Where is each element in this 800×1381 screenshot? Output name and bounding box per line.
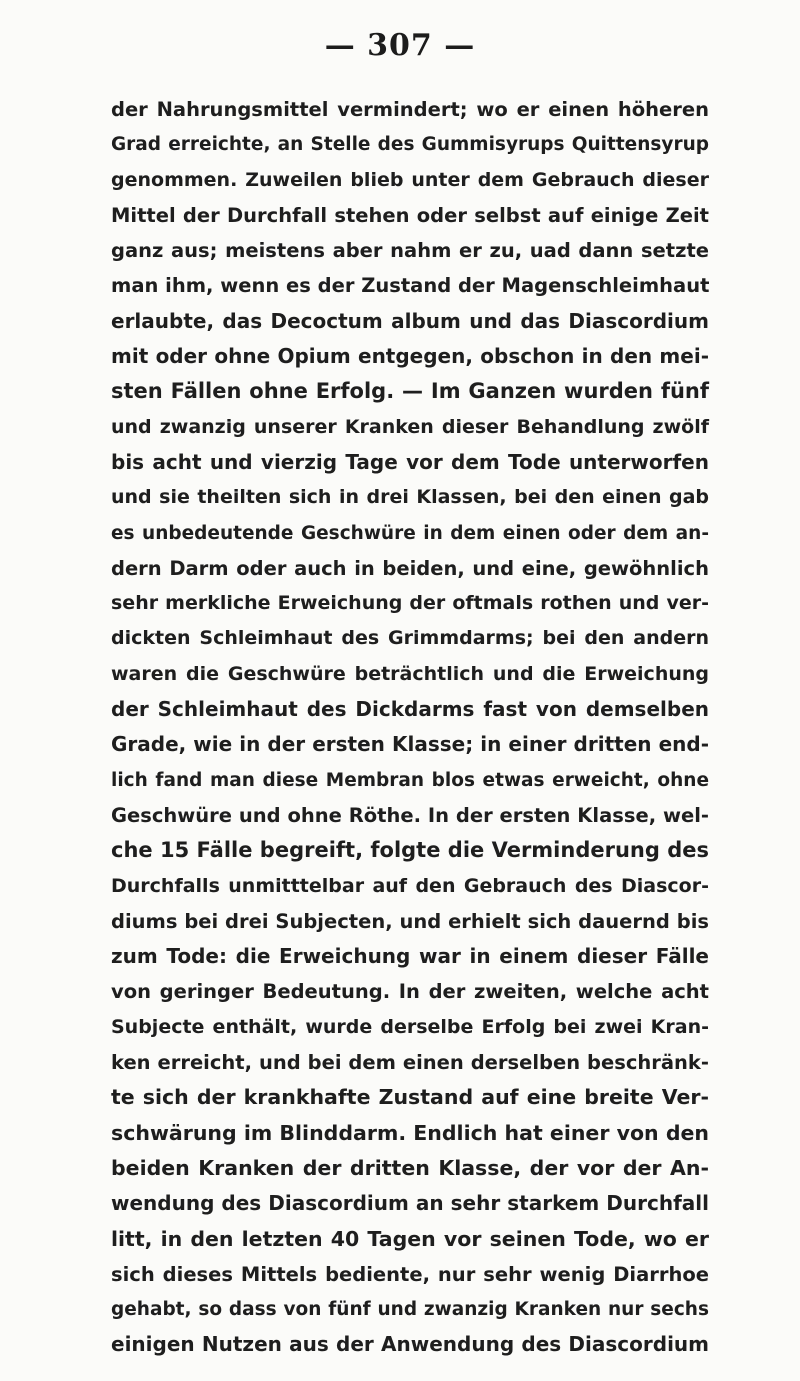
text-line: ken erreicht, und bei dem einen derselben beschränk- — [111, 1051, 709, 1075]
text-line: zum Tode: die Erweichung war in einem dieser Fälle — [111, 944, 709, 969]
text-line: der Nahrungsmittel vermindert; wo er einen höheren — [111, 98, 709, 121]
text-line: te sich der krankhafte Zustand auf eine breite Ver- — [111, 1085, 709, 1110]
text-line: erlaubte, das Decoctum album und das Diascordium — [111, 308, 709, 333]
text-line: sich dieses Mittels bediente, nur sehr wenig Diarrhoe — [111, 1262, 709, 1286]
text-line: sten Fällen ohne Erfolg. — Im Ganzen wurden fünf — [111, 379, 709, 404]
text-line: Grade, wie in der ersten Klasse; in einer dritten end- — [111, 732, 709, 757]
text-line: waren die Geschwüre beträchtlich und die Erweichung — [111, 662, 709, 685]
text-line: man ihm, wenn es der Zustand der Magenschleimhaut — [111, 274, 710, 298]
text-line: Subjecte enthält, wurde derselbe Erfolg bei zwei Kran- — [111, 1015, 709, 1038]
text-line: Grad erreichte, an Stelle des Gummisyrups Quittensyrup — [111, 134, 709, 156]
text-line: sehr merkliche Erweichung der oftmals rothen und ver- — [111, 592, 709, 615]
text-line: bis acht und vierzig Tage vor dem Tode unterworfen — [111, 449, 709, 474]
text-line: che 15 Fälle begreift, folgte die Verminderung des — [111, 838, 709, 863]
text-line: schwärung im Blinddarm. Endlich hat einer von den — [111, 1120, 709, 1145]
text-line: beiden Kranken der dritten Klasse, der vor der An- — [111, 1155, 709, 1180]
text-line: der Schleimhaut des Dickdarms fast von demselben — [111, 697, 709, 722]
text-line: es unbedeutende Geschwüre in dem einen oder dem an- — [111, 522, 709, 544]
text-line: und zwanzig unserer Kranken dieser Behandlung zwölf — [111, 415, 709, 438]
text-line: dickten Schleimhaut des Grimmdarms; bei den andern — [111, 627, 709, 650]
text-line: einigen Nutzen aus der Anwendung des Diascordium — [111, 1332, 709, 1357]
text-line: Geschwüre und ohne Röthe. In der ersten Klasse, wel- — [111, 803, 709, 827]
text-line: und sie theilten sich in drei Klassen, bei den einen gab — [111, 486, 709, 509]
page-number: — 307 — — [324, 28, 476, 63]
body-text — [111, 92, 709, 1363]
text-line: wendung des Diascordium an sehr starkem Durchfall — [111, 1191, 709, 1216]
text-line: litt, in den letzten 40 Tagen vor seinen Tode, wo er — [111, 1226, 709, 1251]
text-line: gehabt, so dass von fünf und zwanzig Kranken nur sechs — [111, 1299, 709, 1321]
text-line: mit oder ohne Opium entgegen, obschon in den mei- — [111, 344, 709, 369]
text-line: Durchfalls unmitttelbar auf den Gebrauch des Diascor- — [111, 874, 709, 897]
text-line: Mittel der Durchfall stehen oder selbst auf einige Zeit — [111, 203, 709, 227]
text-line: dern Darm oder auch in beiden, und eine, gewöhnlich — [111, 556, 709, 580]
text-line: lich fand man diese Membran blos etwas erweicht, ohne — [111, 769, 709, 791]
text-line: diums bei drei Subjecten, und erhielt sich dauernd bis — [111, 909, 709, 933]
text-line: ganz aus; meistens aber nahm er zu, uad dann setzte — [111, 239, 709, 263]
text-line: von geringer Bedeutung. In der zweiten, welche acht — [111, 980, 709, 1004]
text-line: genommen. Zuweilen blieb unter dem Gebrauch dieser — [111, 168, 709, 191]
